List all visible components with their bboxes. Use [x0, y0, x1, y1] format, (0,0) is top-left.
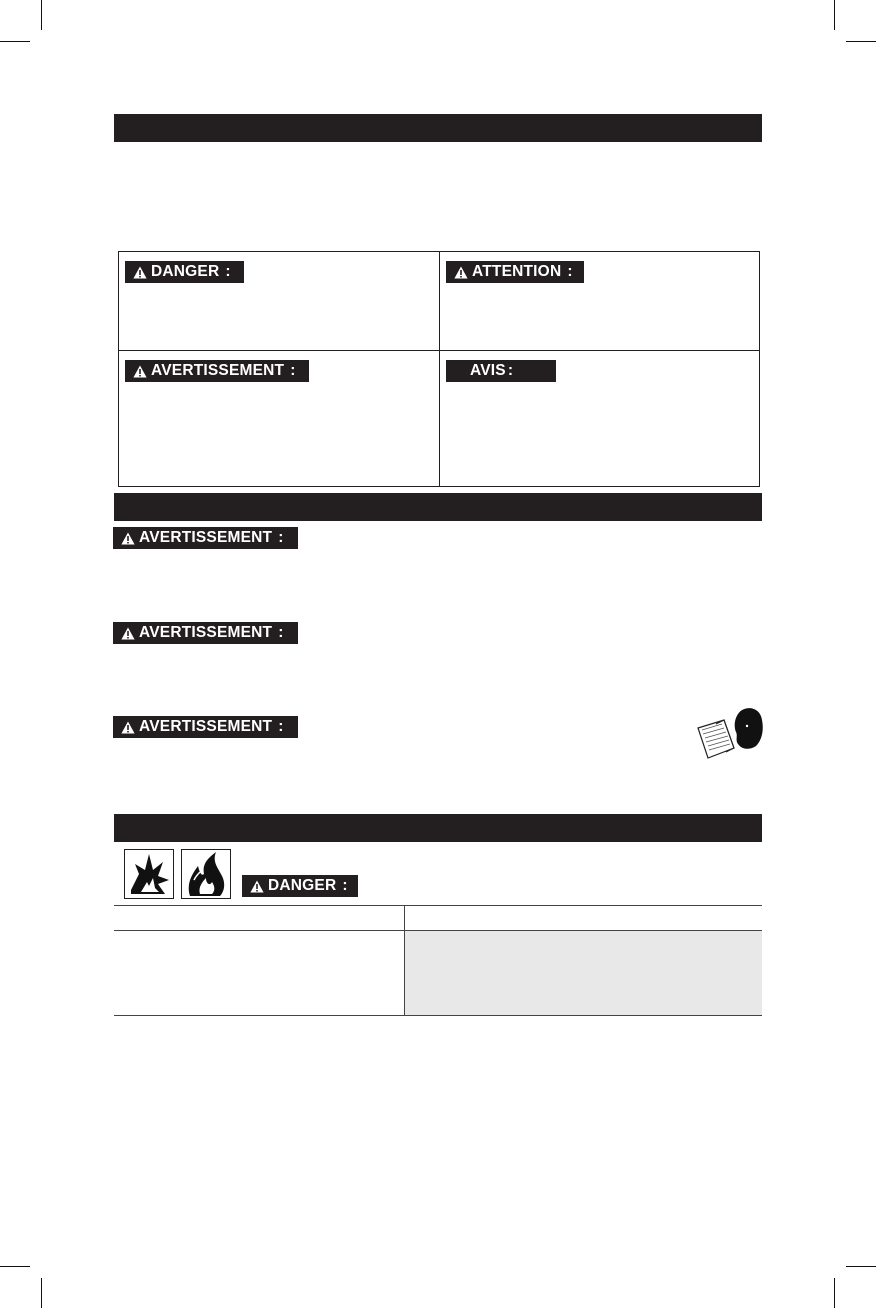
table-rule — [114, 905, 762, 906]
divider — [439, 252, 440, 486]
table-rule — [114, 1015, 762, 1016]
avertissement-label — [113, 622, 298, 644]
warning-triangle-icon — [121, 721, 135, 734]
warning-triangle-icon — [121, 532, 135, 545]
danger-text: DANGER — [151, 263, 220, 280]
avertissement-text: AVERTISSEMENT — [139, 624, 273, 641]
colon-text: : — [278, 529, 284, 546]
avis-label — [446, 360, 556, 382]
attention-label — [446, 261, 584, 283]
avertissement-label — [113, 527, 298, 549]
colon-text: : — [567, 263, 573, 280]
avis-text: AVIS — [470, 362, 506, 379]
crop-mark — [834, 0, 835, 30]
avertissement-label — [113, 716, 298, 738]
avertissement-text: AVERTISSEMENT — [151, 362, 285, 379]
danger-label — [242, 875, 358, 897]
crop-mark — [0, 1266, 30, 1267]
avertissement-text: AVERTISSEMENT — [139, 529, 273, 546]
danger-text: DANGER — [268, 877, 337, 894]
explosion-hazard-icon — [124, 849, 174, 899]
read-manual-icon — [694, 706, 766, 762]
crop-mark — [41, 1278, 42, 1308]
section-header-bar — [114, 114, 762, 142]
warning-triangle-icon — [250, 880, 264, 893]
attention-text: ATTENTION — [472, 263, 562, 280]
colon-text: : — [342, 877, 348, 894]
table-divider — [404, 905, 405, 1015]
avertissement-text: AVERTISSEMENT — [139, 718, 273, 735]
warning-triangle-icon — [133, 266, 147, 279]
crop-mark — [41, 0, 42, 30]
fire-hazard-icon — [181, 849, 231, 899]
section-header-bar — [114, 493, 762, 521]
divider — [119, 350, 759, 351]
danger-label — [125, 261, 244, 283]
colon-text: : — [278, 624, 284, 641]
crop-mark — [834, 1278, 835, 1308]
crop-mark — [846, 41, 876, 42]
colon-text: : — [225, 263, 231, 280]
section-header-bar — [114, 814, 762, 842]
crop-mark — [0, 41, 30, 42]
colon-text: : — [290, 362, 296, 379]
avertissement-label — [125, 360, 309, 382]
warning-triangle-icon — [454, 266, 468, 279]
table-cell-shaded — [405, 931, 762, 1015]
table-rule — [114, 930, 762, 931]
colon-text: : — [507, 362, 514, 379]
warning-triangle-icon — [133, 365, 147, 378]
colon-text: : — [278, 718, 284, 735]
crop-mark — [846, 1266, 876, 1267]
warning-triangle-icon — [121, 627, 135, 640]
